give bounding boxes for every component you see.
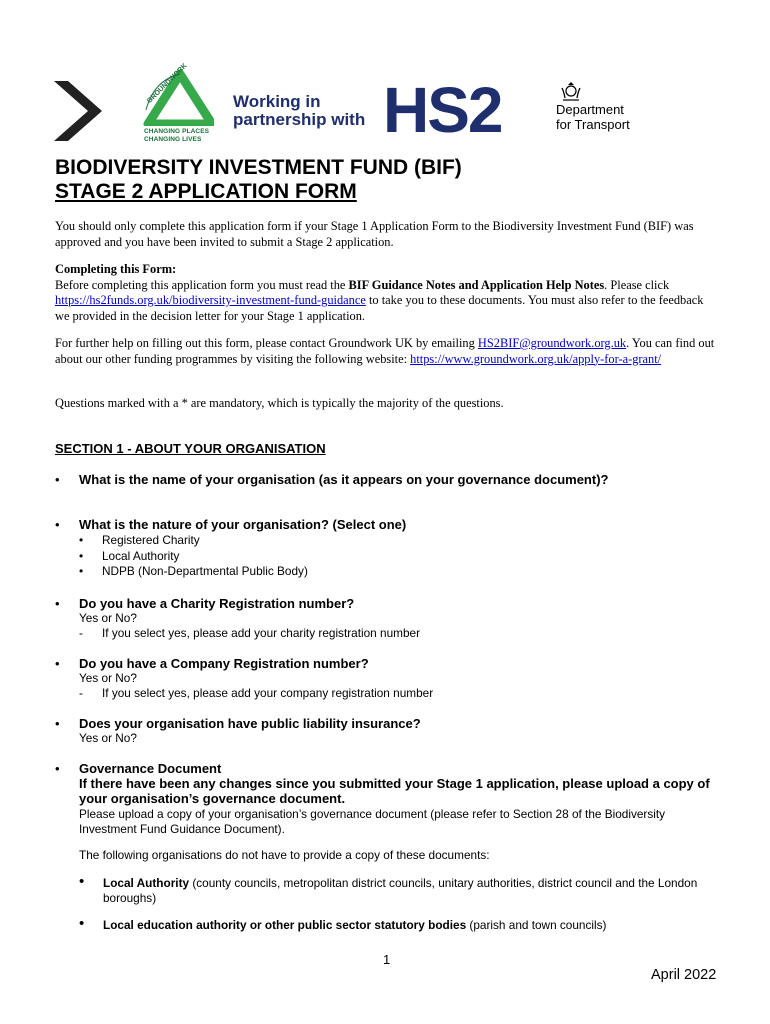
page-number: 1 xyxy=(383,952,391,967)
question-text: Do you have a Company Registration number? xyxy=(79,656,369,671)
governance-bold-instruction: If there have been any changes since you submitted your Stage 1 application, please upload a copy of your organisation’s governance document. xyxy=(79,776,710,806)
partnership-text xyxy=(233,93,365,129)
bullet-icon: • xyxy=(79,915,85,932)
completing-text-after: to take you to these documents. You must also refer to the feedback we provided in the decision letter for your Stage 1 application. xyxy=(55,293,704,323)
bullet-icon: • xyxy=(79,873,85,890)
exempt-text xyxy=(79,873,719,906)
partnership-line-1: Working in xyxy=(233,92,321,111)
bullet-icon: • xyxy=(55,656,60,671)
option-ndpb[interactable] xyxy=(79,564,308,580)
option-label: NDPB (Non-Departmental Public Body) xyxy=(102,564,308,578)
bullet-icon: • xyxy=(55,596,60,611)
question-sub xyxy=(79,671,433,701)
instruction-line: - If you select yes, please add your charity registration number xyxy=(79,626,421,640)
intro-paragraph: You should only complete this application form if your Stage 1 Application Form to the Biodiversity Investment Fund (BIF) was approved and you have been invited to submit a Stage 2 application. xyxy=(55,219,694,249)
completing-paragraph xyxy=(55,262,720,324)
yes-no-prompt: Yes or No? xyxy=(79,671,137,685)
email-link[interactable]: HS2BIF@groundwork.org.uk xyxy=(477,336,627,350)
yes-no-prompt: Yes or No? xyxy=(79,731,137,745)
help-paragraph xyxy=(55,336,720,367)
royal-crest-icon xyxy=(560,82,582,102)
dft-name xyxy=(556,102,630,132)
exempt-intro: The following organisations do not have to provide a copy of these documents: xyxy=(79,848,490,862)
option-local-authority[interactable] xyxy=(79,549,308,565)
title-line-2: STAGE 2 APPLICATION FORM xyxy=(55,180,357,203)
dft-line-2: for Transport xyxy=(556,117,630,132)
governance-title: Governance Document xyxy=(79,761,222,776)
groundwork-tagline-2: CHANGING LIVES xyxy=(144,136,202,143)
organisation-type-options xyxy=(79,533,308,580)
title-line-1: BIODIVERSITY INVESTMENT FUND (BIF) xyxy=(55,156,462,179)
completing-text-before: Before completing this application form you must read the xyxy=(55,277,349,292)
exempt-bold: Local Authority xyxy=(103,876,190,890)
question-text: What is the nature of your organisation? (Select one) xyxy=(79,517,407,532)
partnership-line-2: partnership with xyxy=(233,110,366,129)
guidance-link[interactable]: https://hs2funds.org.uk/biodiversity-investment-fund-guidance xyxy=(55,293,366,307)
exempt-bold: Local education authority or other public sector statutory bodies xyxy=(103,918,467,932)
help-text-before: For further help on filling out this form, please contact Groundwork UK by emailing xyxy=(55,336,478,350)
exempt-local-authority xyxy=(79,873,719,906)
logo-banner xyxy=(0,0,770,150)
instruction-line: - If you select yes, please add your company registration number xyxy=(79,686,434,700)
groundwork-tagline-1: CHANGING PLACES xyxy=(144,128,210,135)
dft-line-1: Department xyxy=(556,102,624,117)
completing-heading: Completing this Form: xyxy=(55,262,177,276)
yes-no-prompt: Yes or No? xyxy=(79,611,137,625)
question-text: Do you have a Charity Registration number? xyxy=(79,596,355,611)
option-label: Registered Charity xyxy=(102,533,200,547)
question-text: Does your organisation have public liability insurance? xyxy=(79,716,421,731)
bullet-icon: • xyxy=(79,564,84,578)
question-sub xyxy=(79,731,137,746)
exempt-detail: (county councils, metropolitan district councils, unitary authorities, district council and the London boroughs) xyxy=(103,876,698,905)
instruction-text: If you select yes, please add your company registration number xyxy=(102,686,434,700)
bullet-icon: • xyxy=(55,472,60,487)
completing-text-mid: . Please click xyxy=(604,277,670,292)
question-text: What is the name of your organisation (as it appears on your governance document)? xyxy=(79,472,609,487)
dft-logo xyxy=(556,82,666,138)
hs2-logo: HS2 xyxy=(383,74,502,146)
section-1-heading: SECTION 1 - ABOUT YOUR ORGANISATION xyxy=(55,441,326,456)
grant-link[interactable]: https://www.groundwork.org.uk/apply-for-a-grant/ xyxy=(410,351,662,366)
chevron-logo-icon xyxy=(52,81,104,141)
exempt-text xyxy=(79,915,719,933)
bullet-icon: • xyxy=(79,548,84,563)
bullet-icon: • xyxy=(55,761,60,776)
option-label: Local Authority xyxy=(102,548,180,563)
exempt-detail: (parish and town councils) xyxy=(466,918,607,932)
bullet-icon: • xyxy=(79,533,84,547)
governance-upload-text: Please upload a copy of your organisation’s governance document (please refer to Section 28 of the Biodiversity Investment Fund Guidance Document). xyxy=(79,807,666,836)
footer-date: April 2022 xyxy=(651,967,717,983)
page-title xyxy=(55,156,462,204)
instruction-text: If you select yes, please add your charity registration number xyxy=(102,626,421,640)
help-text-mid: . You can find out about our other funding programmes by visiting the following website: xyxy=(55,336,715,366)
mandatory-note: Questions marked with a * are mandatory, which is typically the majority of the questions. xyxy=(55,396,504,410)
option-registered-charity[interactable] xyxy=(79,533,308,549)
bullet-icon: • xyxy=(55,517,60,532)
groundwork-logo xyxy=(140,62,214,148)
exempt-education-authority xyxy=(79,915,719,933)
groundwork-arc-text: GROUNDWORK xyxy=(146,62,189,105)
completing-bold: BIF Guidance Notes and Application Help Notes xyxy=(348,277,605,292)
bullet-icon: • xyxy=(55,716,60,731)
question-sub xyxy=(79,611,420,641)
